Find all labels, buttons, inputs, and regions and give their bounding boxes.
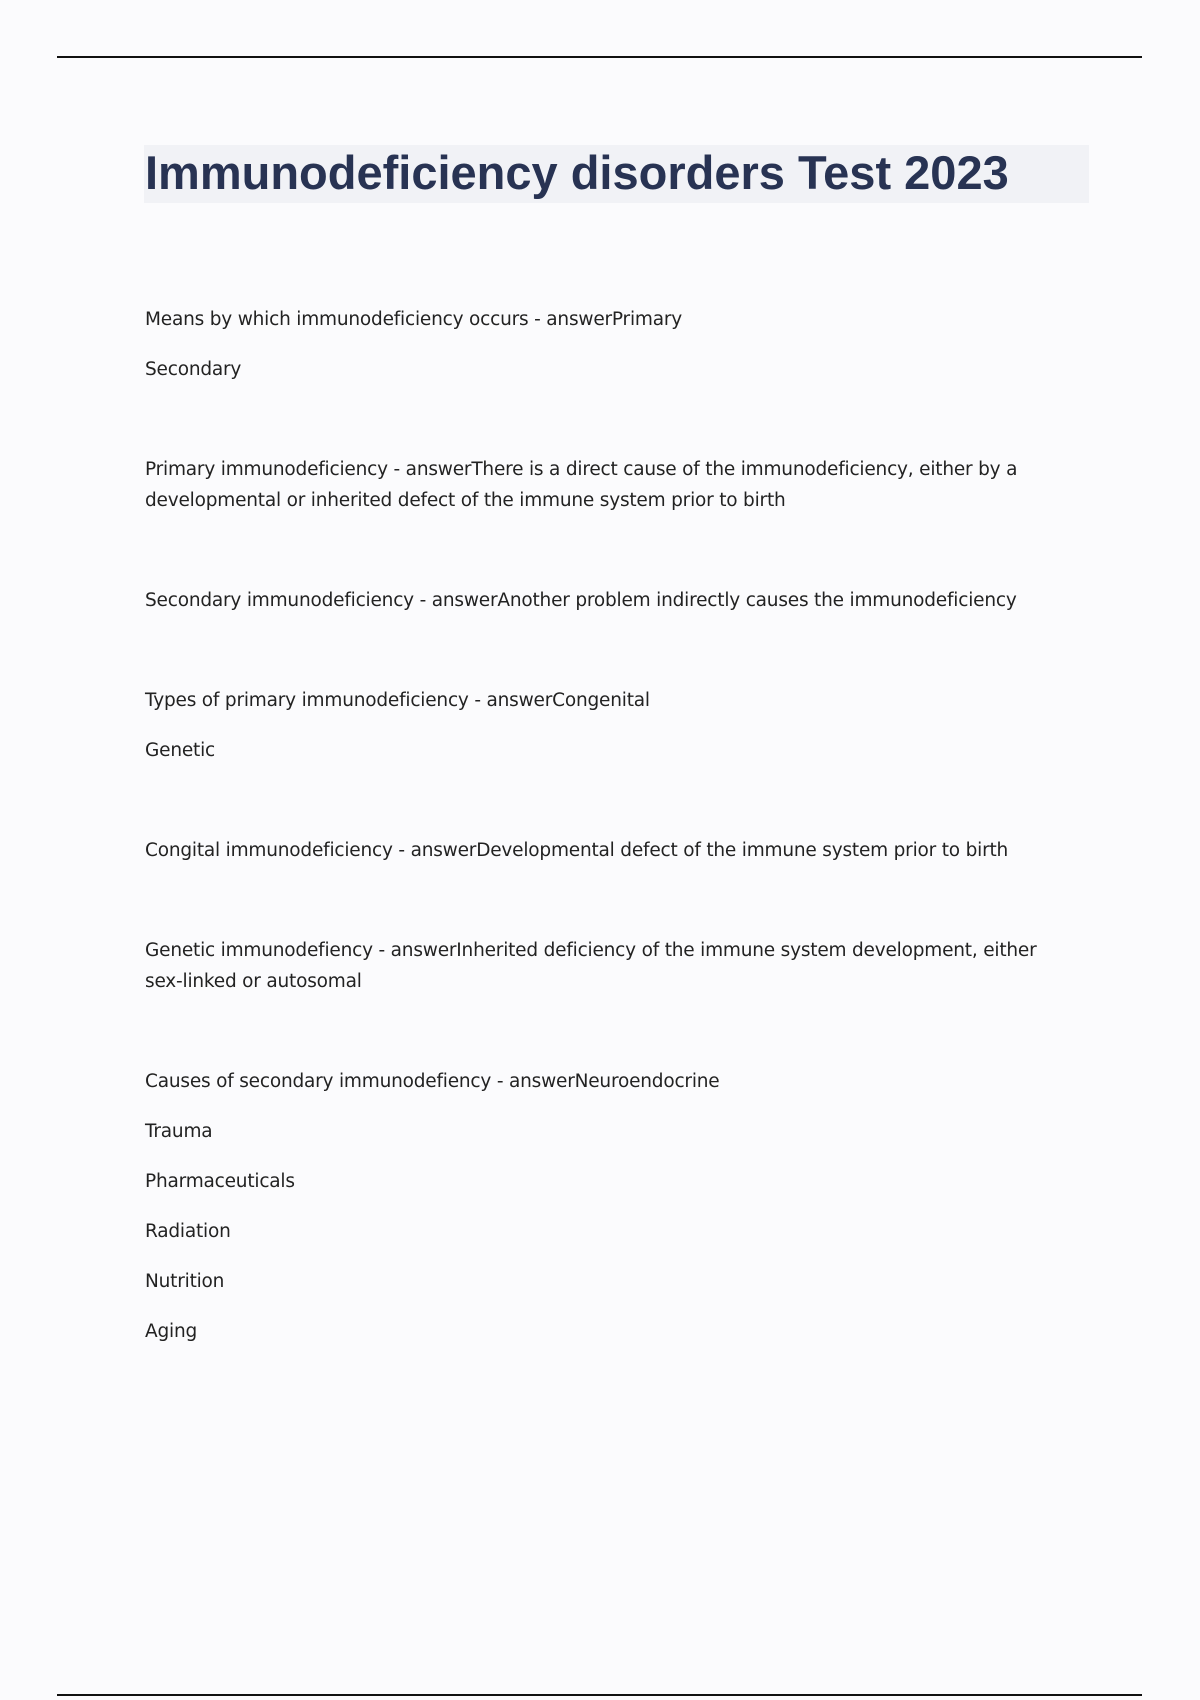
qa-entry bbox=[145, 1066, 1075, 1347]
answer-separator: - answer bbox=[468, 690, 553, 711]
answer-separator: - answer bbox=[413, 590, 498, 611]
qa-question-line bbox=[145, 685, 1075, 716]
question-text: Means by which immunodeficiency occurs bbox=[145, 309, 529, 330]
qa-question-line bbox=[145, 935, 1075, 997]
qa-entry bbox=[145, 935, 1075, 997]
question-text: Primary immunodeficiency bbox=[145, 459, 388, 480]
answer-item: Radiation bbox=[145, 1221, 231, 1242]
answer-text: Another problem indirectly causes the immunodeficiency bbox=[497, 590, 1017, 611]
question-text: Types of primary immunodeficiency bbox=[145, 690, 469, 711]
answer-item: Pharmaceuticals bbox=[145, 1171, 295, 1192]
qa-question-line bbox=[145, 1066, 1075, 1097]
qa-question-line bbox=[145, 585, 1075, 616]
qa-entry bbox=[145, 585, 1075, 616]
answer-text: Primary bbox=[611, 309, 683, 330]
answer-separator: - answer bbox=[387, 459, 472, 480]
answer-separator: - answer bbox=[392, 840, 477, 861]
question-text: Genetic immunodefiency bbox=[145, 940, 373, 961]
answer-item: Aging bbox=[145, 1321, 198, 1342]
qa-entry bbox=[145, 835, 1075, 866]
answer-separator: - answer bbox=[528, 309, 612, 330]
qa-entry bbox=[145, 454, 1075, 516]
footer-rule bbox=[57, 1694, 1142, 1696]
answer-item: Genetic bbox=[145, 740, 215, 761]
header-rule bbox=[57, 56, 1142, 58]
answer-text: There is a direct cause of the immunodeficiency, either by a developmental or inherited defect of the immune system prior to birth bbox=[145, 459, 1018, 511]
qa-question-line bbox=[145, 835, 1075, 866]
page-title: Immunodeficiency disorders Test 2023 bbox=[145, 146, 1009, 199]
answer-item: Trauma bbox=[145, 1121, 213, 1142]
answer-separator: - answer bbox=[491, 1071, 575, 1092]
question-text: Congital immunodeficiency bbox=[145, 840, 393, 861]
question-text: Secondary immunodeficiency bbox=[145, 590, 414, 611]
qa-question-line bbox=[145, 304, 1075, 335]
answer-item: Nutrition bbox=[145, 1271, 225, 1292]
question-text: Causes of secondary immunodefiency bbox=[145, 1071, 492, 1092]
answer-separator: - answer bbox=[372, 940, 457, 961]
answer-text: Inherited deficiency of the immune system development, either sex-linked or autosomal bbox=[145, 940, 1037, 992]
qa-question-line bbox=[145, 454, 1075, 516]
answer-text: Congenital bbox=[552, 690, 650, 711]
answer-text: Developmental defect of the immune system prior to birth bbox=[476, 840, 1009, 861]
question-answer-list bbox=[145, 304, 1075, 1347]
qa-entry bbox=[145, 685, 1075, 766]
answer-item: Secondary bbox=[145, 359, 242, 380]
qa-entry bbox=[145, 304, 1075, 385]
answer-text: Neuroendocrine bbox=[574, 1071, 720, 1092]
